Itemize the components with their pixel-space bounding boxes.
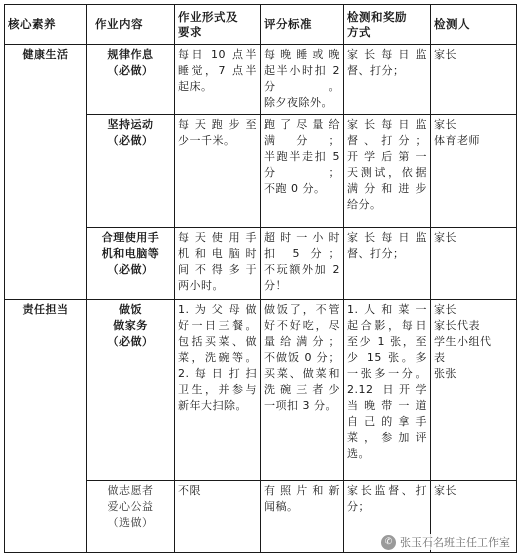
reward-line: 选。 <box>347 447 370 460</box>
scoring-cell <box>261 481 344 553</box>
form-line: 睡觉，7 点半 <box>178 64 257 77</box>
checker-line: 学生小组代 <box>434 335 492 348</box>
scoring-line: 扣 5 分； <box>264 247 340 260</box>
form-cell <box>175 228 261 300</box>
scoring-line: 好不好吃，尽 <box>264 319 340 332</box>
content-line: 规律作息 <box>107 48 154 61</box>
content-line: （必做） <box>107 335 154 348</box>
content-line: 坚持运动 <box>107 118 154 131</box>
content-line: （选做） <box>107 516 154 529</box>
form-line: 两小时。 <box>178 279 224 292</box>
form-line: 少一千米。 <box>178 134 236 147</box>
content-line: 做家务 <box>113 319 148 332</box>
scoring-line: 半跑半走扣 5 <box>264 150 340 163</box>
reward-line: 起合影，每日 <box>347 319 427 332</box>
table-row <box>5 300 517 481</box>
checker-line: 家长 <box>434 231 457 244</box>
form-line: 起床。 <box>178 80 213 93</box>
header-reward-line: 检测和奖励 <box>347 9 407 24</box>
header-reward-line: 方式 <box>347 24 371 39</box>
scoring-line: 分！ <box>264 279 287 292</box>
reward-line: 少 15 张。多 <box>347 351 427 364</box>
form-line: 每日 10 点半 <box>178 48 257 61</box>
content-line: 做饭 <box>119 303 142 316</box>
watermark <box>379 534 512 550</box>
reward-line: 给分。 <box>347 198 382 211</box>
reward-line: 家长每日监 <box>347 231 427 244</box>
checker-line: 体育老师 <box>434 134 480 147</box>
table-row <box>5 45 517 115</box>
scoring-cell <box>261 300 344 481</box>
scoring-line: 有照片和新 <box>264 484 340 497</box>
reward-line: 1.人和菜一 <box>347 303 427 316</box>
scoring-cell <box>261 228 344 300</box>
checker-line: 家长 <box>434 303 457 316</box>
reward-line: 天测试，依据 <box>347 166 427 179</box>
form-line: 好一日三餐。 <box>178 319 257 332</box>
scoring-line: 起半小时扣 2 <box>264 64 340 77</box>
reward-line: 自己的拿手 <box>347 415 427 428</box>
scoring-line: 不玩额外加 2 <box>264 263 340 276</box>
form-cell <box>175 481 261 553</box>
header-reward <box>344 5 431 45</box>
checker-line: 张张 <box>434 367 457 380</box>
reward-cell <box>344 45 431 115</box>
reward-cell <box>344 228 431 300</box>
content-cell <box>87 300 175 481</box>
form-cell <box>175 45 261 115</box>
checker-line: 家长 <box>434 484 457 497</box>
form-line: 机和电脑时 <box>178 247 257 260</box>
content-line: （必做） <box>107 263 154 276</box>
form-cell <box>175 300 261 481</box>
form-line: 不限 <box>178 484 201 497</box>
header-form-line: 要求 <box>178 24 202 39</box>
content-line: （必做） <box>107 64 154 77</box>
scoring-line: 一项扣 3 分。 <box>264 399 337 412</box>
checker-cell <box>431 300 517 481</box>
form-cell <box>175 115 261 228</box>
watermark-text: 张玉石名班主任工作室 <box>400 536 510 549</box>
scoring-line: 除夕夜除外。 <box>264 96 333 109</box>
form-line: 每天跑步至 <box>178 118 257 131</box>
header-form <box>175 5 261 45</box>
reward-line: 菜，参加评 <box>347 431 427 444</box>
core-literacy-cell: 健康生活 <box>5 45 87 300</box>
checker-line: 家长 <box>434 48 457 61</box>
form-line: 每天使用手 <box>178 231 257 244</box>
scoring-line: 分； <box>264 166 340 179</box>
content-line: 做志愿者 <box>107 484 154 497</box>
checker-line: 表 <box>434 351 446 364</box>
core-literacy-cell: 责任担当 <box>5 300 87 553</box>
reward-line: 督、打分； <box>347 64 405 77</box>
scoring-line: 买菜、做菜和 <box>264 367 340 380</box>
content-line: 机和电脑等 <box>101 247 160 260</box>
reward-line: 家长监督、打 <box>347 484 427 497</box>
header-row <box>5 5 517 45</box>
reward-cell <box>344 115 431 228</box>
scoring-line: 洗碗三者少 <box>264 383 340 396</box>
scoring-line: 闻稿。 <box>264 500 299 513</box>
form-line: 卫生，并参与 <box>178 383 257 396</box>
checker-line: 家长代表 <box>434 319 480 332</box>
content-line: 合理使用手 <box>101 231 160 244</box>
scoring-line: 跑了尽量给 <box>264 118 340 131</box>
checker-line: 家长 <box>434 118 457 131</box>
checker-cell <box>431 115 517 228</box>
scoring-line: 量给满分； <box>264 335 340 348</box>
checker-cell <box>431 228 517 300</box>
content-line: 爱心公益 <box>107 500 154 513</box>
reward-cell <box>344 300 431 481</box>
reward-line: 督、打分； <box>347 134 427 147</box>
reward-line: 一张多一分。 <box>347 367 427 380</box>
form-line: 1.为父母做 <box>178 303 257 316</box>
reward-line: 分； <box>347 500 370 513</box>
wechat-icon: ✆ <box>381 535 396 550</box>
scoring-line: 每晚睡或晚 <box>264 48 340 61</box>
header-form-line: 作业形式及 <box>178 9 238 24</box>
header-scoring: 评分标准 <box>261 5 344 45</box>
form-line: 间不得多于 <box>178 263 257 276</box>
reward-line: 当晚带一道 <box>347 399 427 412</box>
content-cell <box>87 228 175 300</box>
reward-line: 满分和进步 <box>347 182 427 195</box>
reward-line: 家长每日监 <box>347 118 427 131</box>
reward-line: 家长每日监 <box>347 48 427 61</box>
content-cell <box>87 115 175 228</box>
scoring-line: 不做饭 0 分； <box>264 351 340 364</box>
scoring-line: 满分； <box>264 134 340 147</box>
form-line: 菜，洗碗等。 <box>178 351 257 364</box>
scoring-line: 分。 <box>264 80 340 93</box>
header-content: 作业内容 <box>87 5 175 45</box>
form-line: 包括买菜、做 <box>178 335 257 348</box>
reward-line: 督、打分； <box>347 247 405 260</box>
scoring-cell <box>261 115 344 228</box>
scoring-line: 超时一小时 <box>264 231 340 244</box>
reward-line: 至少 1 张，至 <box>347 335 427 348</box>
form-line: 新年大扫除。 <box>178 399 247 412</box>
header-checker: 检测人 <box>431 5 517 45</box>
form-line: 2.每日打扫 <box>178 367 257 380</box>
content-line: （必做） <box>107 134 154 147</box>
checker-cell <box>431 45 517 115</box>
scoring-line: 做饭了，不管 <box>264 303 340 316</box>
content-cell <box>87 45 175 115</box>
scoring-line: 不跑 0 分。 <box>264 182 326 195</box>
homework-table <box>4 4 517 553</box>
header-core: 核心素养 <box>5 5 87 45</box>
reward-line: 开学后第一 <box>347 150 427 163</box>
reward-line: 2.12 日开学 <box>347 383 427 396</box>
content-cell <box>87 481 175 553</box>
scoring-cell <box>261 45 344 115</box>
